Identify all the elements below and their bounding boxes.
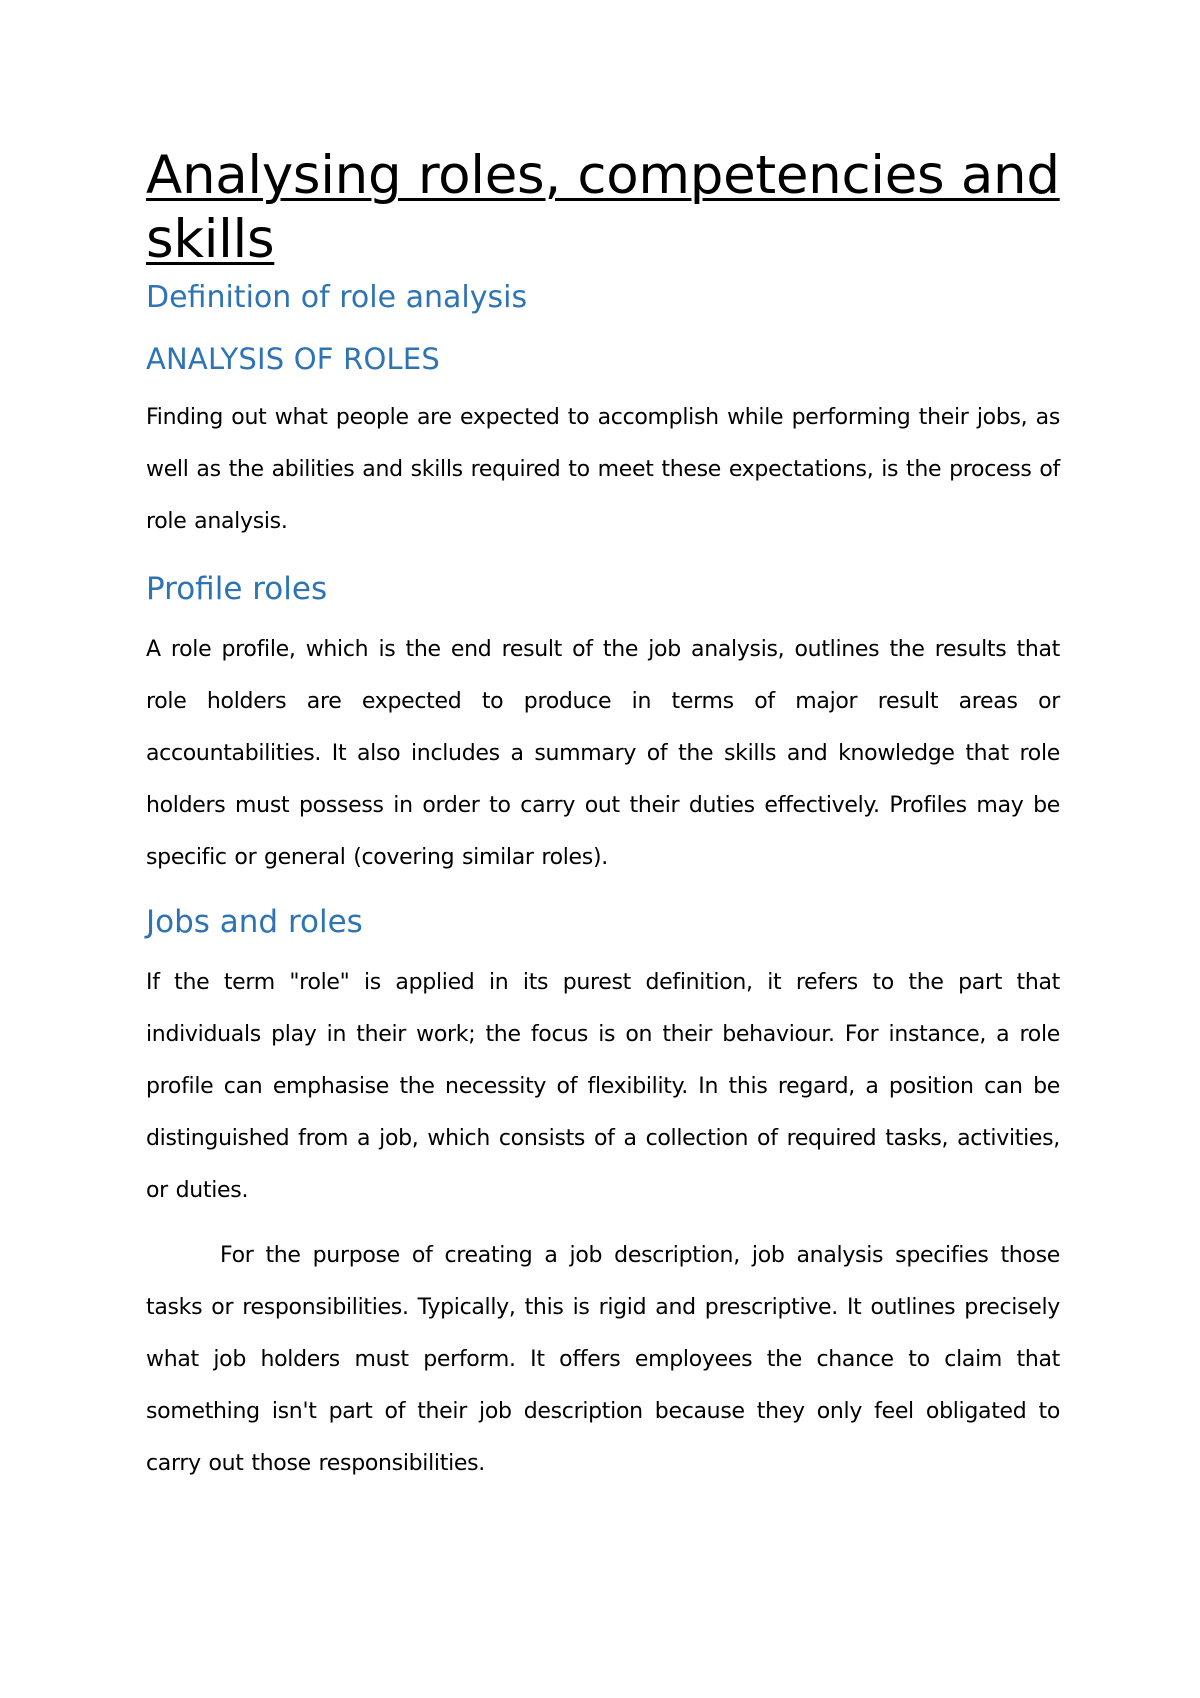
jobs-roles-paragraph: If the term "role" is applied in its purest definition, it refers to the part that individuals play in their work; the focus is on their behaviour. For instance, a role profile can emphasise the necessity of flexibility. In this regard, a position can be distinguished from a job, which consists of a collection of required tasks, activities, or duties. — [146, 970, 1060, 1203]
role-profile-paragraph: A role profile, which is the end result of the job analysis, outlines the results that role holders are expected to produce in terms of major result areas or accountabilities. It also includes a summary of the skills and knowledge that role holders must possess in order to carry out their duties effectively. Profiles may be specific or general (covering similar roles). — [146, 637, 1060, 870]
job-description-paragraph: For the purpose of creating a job description, job analysis specifies those tasks or responsibilities. Typically, this is rigid and prescriptive. It outlines precisely what job holders must perform. It offers employees the chance to claim that something isn't part of their job description because they only feel obligated to carry out those responsibilities. — [146, 1243, 1060, 1476]
document-title: Analysing roles, competencies and skills — [146, 145, 1060, 270]
analysis-of-roles-heading: ANALYSIS OF ROLES — [146, 342, 440, 376]
definition-heading: Definition of role analysis — [146, 280, 528, 315]
jobs-and-roles-heading: Jobs and roles — [146, 904, 363, 940]
role-analysis-paragraph: Finding out what people are expected to accomplish while performing their jobs, as well as the abilities and skills required to meet these expectations, is the process of role analysis. — [146, 405, 1060, 534]
profile-roles-heading: Profile roles — [146, 571, 328, 607]
